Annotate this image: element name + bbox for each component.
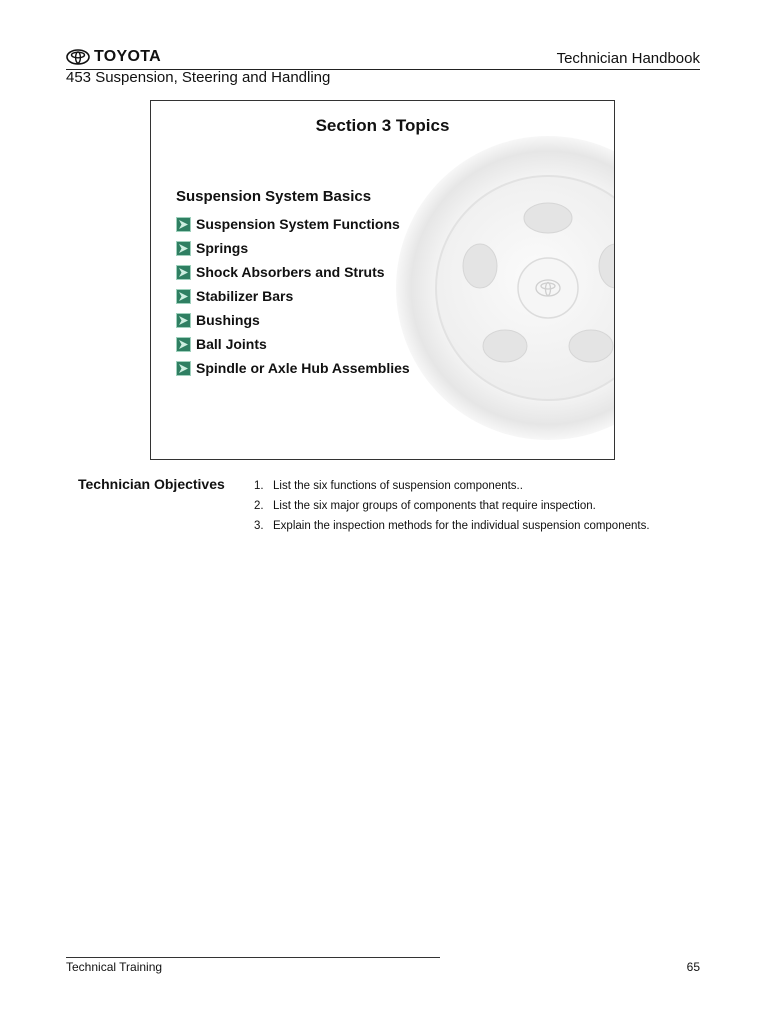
- topic-label: Ball Joints: [196, 336, 267, 352]
- arrow-bullet-icon: [176, 241, 191, 256]
- objective-item: [254, 479, 654, 494]
- topic-list: [176, 212, 410, 380]
- topic-label: Springs: [196, 240, 249, 256]
- objective-item: [254, 499, 654, 514]
- objective-number: 2.: [254, 500, 264, 512]
- slide-subtitle: Suspension System Basics: [176, 188, 372, 205]
- toyota-logo: [66, 48, 161, 66]
- arrow-bullet-icon: [176, 313, 191, 328]
- arrow-bullet-icon: [176, 289, 191, 304]
- topic-item: [176, 332, 410, 356]
- toyota-emblem-icon: [66, 49, 90, 65]
- page-number: 65: [686, 960, 700, 974]
- topic-item: [176, 260, 410, 284]
- objective-number: 1.: [254, 480, 264, 492]
- topic-item: [176, 308, 410, 332]
- footer-label: Technical Training: [66, 960, 163, 974]
- topic-item: [176, 284, 410, 308]
- slide-title: Section 3 Topics: [315, 116, 450, 135]
- objective-item: [254, 519, 654, 534]
- objective-text: List the six major groups of components that require inspection.: [273, 500, 596, 512]
- brand-name: TOYOTA: [94, 48, 161, 65]
- topic-item: [176, 356, 410, 380]
- topic-label: Stabilizer Bars: [196, 288, 294, 304]
- topic-label: Suspension System Functions: [196, 216, 400, 232]
- course-title: 453 Suspension, Steering and Handling: [66, 69, 331, 86]
- objectives-list: [254, 479, 654, 539]
- arrow-bullet-icon: [176, 361, 191, 376]
- arrow-bullet-icon: [176, 337, 191, 352]
- objective-number: 3.: [254, 520, 264, 532]
- objective-text: Explain the inspection methods for the individual suspension components.: [273, 520, 650, 532]
- arrow-bullet-icon: [176, 217, 191, 232]
- topic-label: Spindle or Axle Hub Assemblies: [196, 360, 410, 376]
- topic-label: Shock Absorbers and Struts: [196, 264, 385, 280]
- objective-text: List the six functions of suspension components..: [273, 480, 523, 492]
- slide-frame: [150, 100, 615, 460]
- topic-item: [176, 212, 410, 236]
- objectives-heading: Technician Objectives: [78, 476, 225, 492]
- topic-label: Bushings: [196, 312, 260, 328]
- topic-item: [176, 236, 410, 260]
- handbook-title: Technician Handbook: [556, 50, 700, 67]
- footer-divider: [66, 957, 440, 958]
- arrow-bullet-icon: [176, 265, 191, 280]
